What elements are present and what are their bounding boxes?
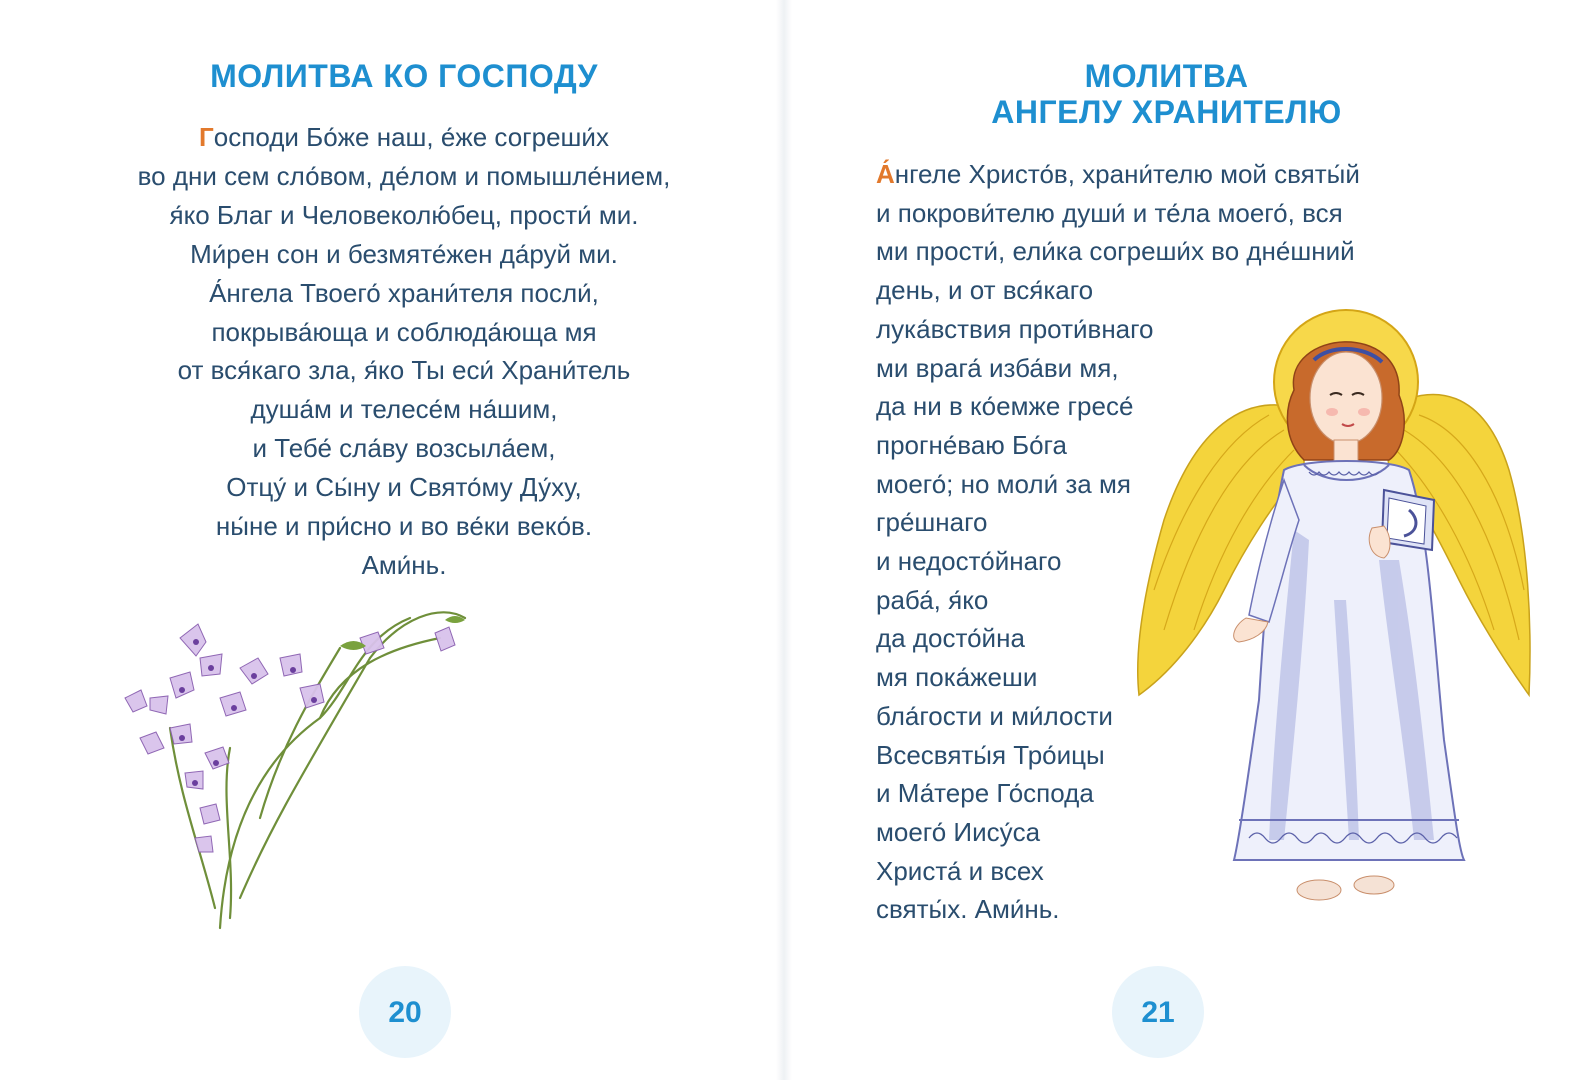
prayer-line: во дни сем сло́вом, де́лом и помышле́нием, xyxy=(137,160,671,191)
title-line: АНГЕЛУ ХРАНИТЕЛЮ xyxy=(991,94,1342,130)
prayer-line: ны́не и при́сно и во ве́ки веко́в. xyxy=(215,511,593,542)
prayer-line: и Ма́тере Го́спода xyxy=(876,778,1094,809)
prayer-line: я́ко Благ и Человеколю́бец, прости́ ми. xyxy=(169,199,639,230)
prayer-text xyxy=(876,155,1436,929)
page-number: 20 xyxy=(388,996,422,1029)
prayer-line: и недосто́йнаго xyxy=(876,546,1062,577)
prayer-line: и Тебе́ сла́ву возсыла́ем, xyxy=(252,433,556,464)
prayer-line: А́нгела Твоего́ храни́теля посли́, xyxy=(209,277,599,308)
prayer-line: раба́, я́ко xyxy=(876,584,989,615)
prayer-line: Христа́ и всех xyxy=(876,855,1044,886)
page-title xyxy=(784,58,1549,130)
prayer-line: и покрови́телю души́ и те́ла моего́, вся xyxy=(876,197,1343,228)
prayer-line: Ми́рен сон и безмяте́жен да́руй ми. xyxy=(190,238,618,269)
prayer-line: да ни в ко́емже гресе́ xyxy=(876,391,1134,422)
left-page xyxy=(0,0,784,1080)
drop-cap: А́ xyxy=(876,159,895,189)
right-page xyxy=(784,0,1569,1080)
prayer-line: гре́шнаго xyxy=(876,507,988,538)
prayer-line: день, и от вся́каго xyxy=(876,275,1094,306)
prayer-line: Отцу́ и Сы́ну и Свято́му Ду́ху, xyxy=(226,472,582,503)
drop-cap: Г xyxy=(199,122,214,152)
page-number: 21 xyxy=(1141,996,1175,1029)
page-title: МОЛИТВА КО ГОСПОДУ xyxy=(210,58,598,94)
prayer-line: Ами́нь. xyxy=(361,549,447,580)
prayer-line: Всесвяты́я Тро́ицы xyxy=(876,739,1105,770)
prayer-line: прогне́ваю Бо́га xyxy=(876,429,1067,460)
prayer-line: моего́; но моли́ за мя xyxy=(876,468,1131,499)
prayer-line: душа́м и телесе́м на́шим, xyxy=(250,394,558,425)
prayer-line: лука́вствия проти́внаго xyxy=(876,313,1154,344)
prayer-text xyxy=(0,118,808,585)
prayer-line: ми врага́ изба́ви мя, xyxy=(876,352,1119,383)
prayer-line: святы́х. Ами́нь. xyxy=(876,894,1060,925)
prayer-line: покрыва́юща и соблюда́юща мя xyxy=(211,316,597,347)
prayer-line: от вся́каго зла, я́ко Ты еси́ Храни́тель xyxy=(177,355,631,386)
prayer-line: да досто́йна xyxy=(876,623,1025,654)
prayer-line: мя пока́жеши xyxy=(876,662,1038,693)
violet-flowers-illustration xyxy=(110,598,480,938)
prayer-line: ми прости́, ели́ка согреши́х во дне́шний xyxy=(876,236,1355,267)
title-line: МОЛИТВА xyxy=(1084,58,1249,94)
prayer-line: А́нгеле Христо́в, храни́телю мой святы́й xyxy=(876,159,1360,189)
prayer-line: моего́ Иису́са xyxy=(876,816,1041,847)
prayer-line: Господи Бо́же наш, е́же согреши́х xyxy=(199,122,609,152)
prayer-line: бла́гости и ми́лости xyxy=(876,700,1113,731)
